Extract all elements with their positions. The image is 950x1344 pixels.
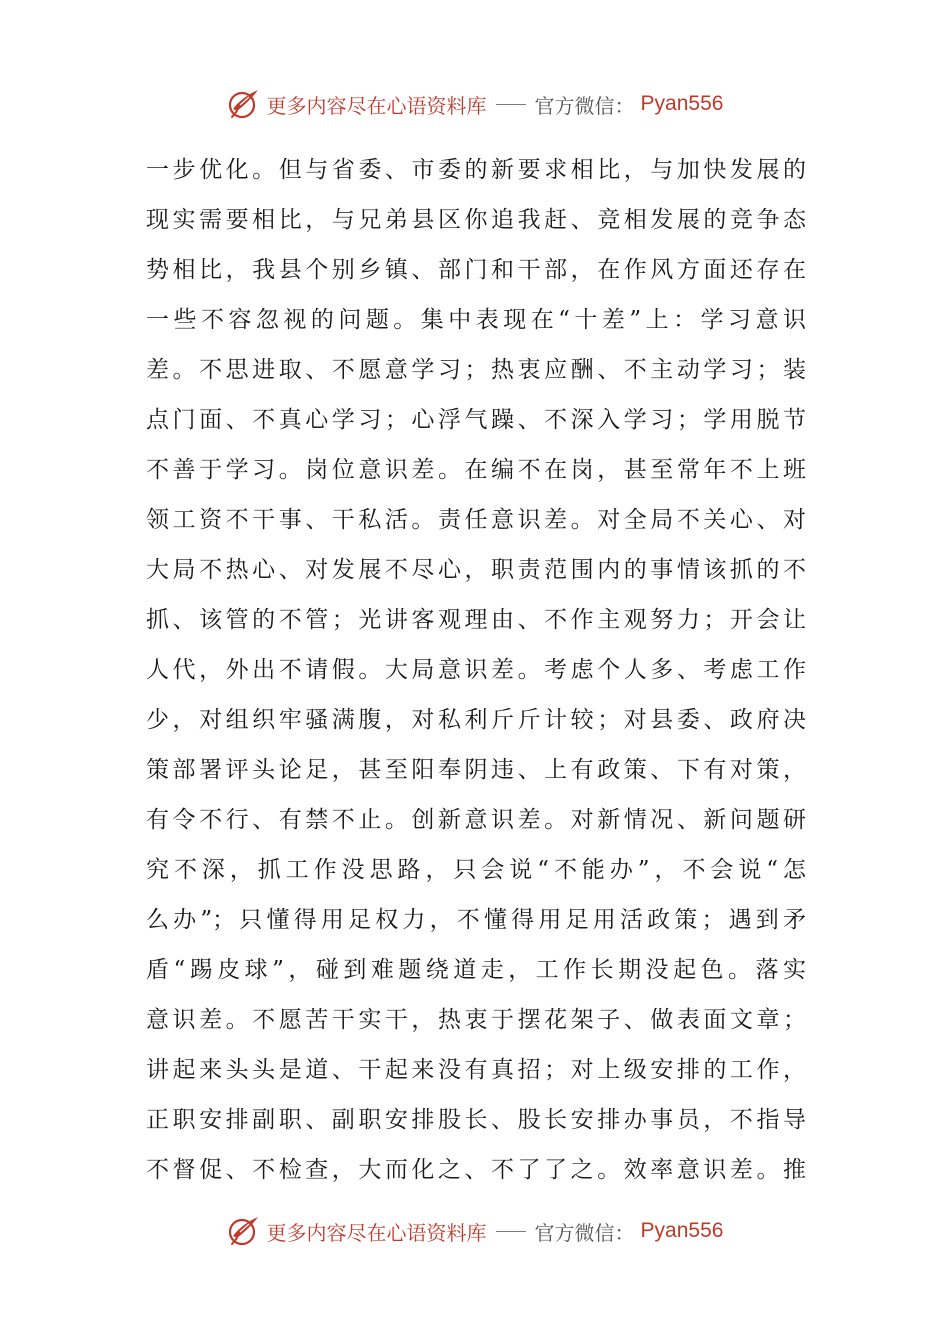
body-text-line: 领工资不干事、干私活。责任意识差。对全局不关心、对	[146, 507, 806, 533]
body-text-line: 势相比，我县个别乡镇、部门和干部，在作风方面还存在	[146, 257, 806, 283]
body-text-line: 少，对组织牢骚满腹，对私利斤斤计较；对县委、政府决	[146, 707, 806, 733]
header-dash-divider	[496, 104, 526, 105]
body-text-line: 讲起来头头是道、干起来没有真招；对上级安排的工作，	[146, 1057, 806, 1083]
body-text-line: 策部署评头论足，甚至阳奉阴违、上有政策、下有对策，	[146, 757, 806, 783]
body-text-line: 点门面、不真心学习；心浮气躁、不深入学习；学用脱节	[146, 407, 806, 433]
body-text-line: 不善于学习。岗位意识差。在编不在岗，甚至常年不上班	[146, 457, 806, 483]
body-text-line: 差。不思进取、不愿意学习；热衷应酬、不主动学习；装	[146, 357, 806, 383]
header-wechat-label: 官方微信：	[534, 93, 635, 118]
body-text-line: 究不深，抓工作没思路，只会说“不能办”，不会说“怎	[146, 857, 806, 883]
body-text-line: 人代，外出不请假。大局意识差。考虑个人多、考虑工作	[146, 657, 806, 683]
body-text-line: 一些不容忽视的问题。集中表现在“十差”上：学习意识	[146, 307, 806, 333]
footer-wechat-label: 官方微信：	[534, 1220, 635, 1245]
footer-dash-divider	[496, 1231, 526, 1232]
body-text-line: 不督促、不检查，大而化之、不了了之。效率意识差。推	[146, 1157, 806, 1183]
body-text-line: 正职安排副职、副职安排股长、股长安排办事员，不指导	[146, 1107, 806, 1133]
quill-pen-logo-icon	[227, 1214, 261, 1248]
quill-pen-logo-icon	[227, 87, 261, 121]
body-text-line: 大局不热心、对发展不尽心，职责范围内的事情该抓的不	[146, 557, 806, 583]
header-wechat-id: Pyan556	[640, 92, 724, 115]
footer-banner	[0, 1211, 950, 1251]
body-text-line: 意识差。不愿苦干实干，热衷于摆花架子、做表面文章；	[146, 1007, 806, 1033]
body-text-line: 抓、该管的不管；光讲客观理由、不作主观努力；开会让	[146, 607, 806, 633]
body-text-line: 有令不行、有禁不止。创新意识差。对新情况、新问题研	[146, 807, 806, 833]
body-text-line: 盾“踢皮球”，碰到难题绕道走，工作长期没起色。落实	[146, 957, 806, 983]
body-text-line: 么办”；只懂得用足权力，不懂得用足用活政策；遇到矛	[146, 907, 806, 933]
header-banner	[0, 84, 950, 124]
header-slogan: 更多内容尽在心语资料库	[266, 93, 487, 118]
body-text-line: 现实需要相比，与兄弟县区你追我赶、竞相发展的竞争态	[146, 207, 806, 233]
body-text-line: 一步优化。但与省委、市委的新要求相比，与加快发展的	[146, 157, 806, 183]
document-body	[146, 145, 806, 1195]
footer-slogan: 更多内容尽在心语资料库	[266, 1220, 487, 1245]
footer-wechat-id: Pyan556	[640, 1219, 724, 1242]
